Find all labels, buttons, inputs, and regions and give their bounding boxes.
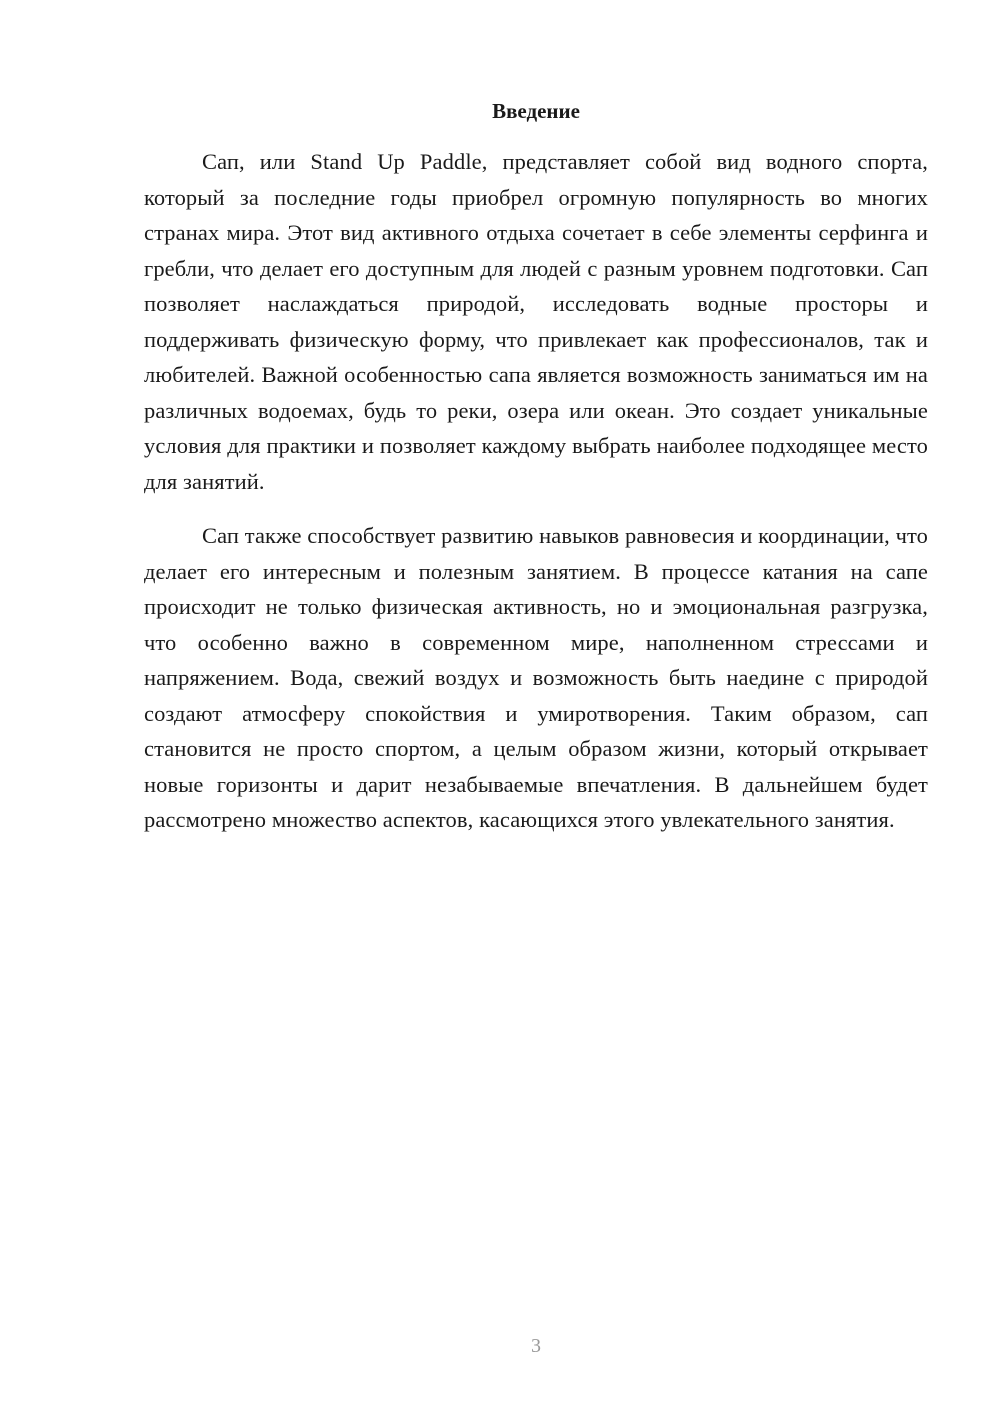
body-text bbox=[144, 144, 928, 838]
page-number: 3 bbox=[531, 1335, 541, 1357]
section-title: Введение bbox=[492, 99, 580, 123]
paragraph-2: Сап также способствует развитию навыков равновесия и координации, что делает его интересным и полезным занятием. В процессе катания на сапе происходит не только физическая активность, но и эмоциональная разгрузка, что особенно важно в современном мире, наполненном стрессами и напряжением. Вода, свежий воздух и возможность быть наедине с природой создают атмосферу спокойствия и умиротворения. Таким образом, сап становится не просто спортом, а целым образом жизни, который открывает новые горизонты и дарит незабываемые впечатления. В дальнейшем будет рассмотрено множество аспектов, касающихся этого увлекательного занятия. bbox=[144, 523, 928, 832]
paragraph-1: Сап, или Stand Up Paddle, представляет собой вид водного спорта, который за последние годы приобрел огромную популярность во многих странах мира. Этот вид активного отдыха сочетает в себе элементы серфинга и гребли, что делает его доступным для людей с разным уровнем подготовки. Сап позволяет наслаждаться природой, исследовать водные просторы и поддерживать физическую форму, что привлекает как профессионалов, так и любителей. Важной особенностью сапа является возможность заниматься им на различных водоемах, будь то реки, озера или океан. Это создает уникальные условия для практики и позволяет каждому выбрать наиболее подходящее место для занятий. bbox=[144, 149, 928, 494]
